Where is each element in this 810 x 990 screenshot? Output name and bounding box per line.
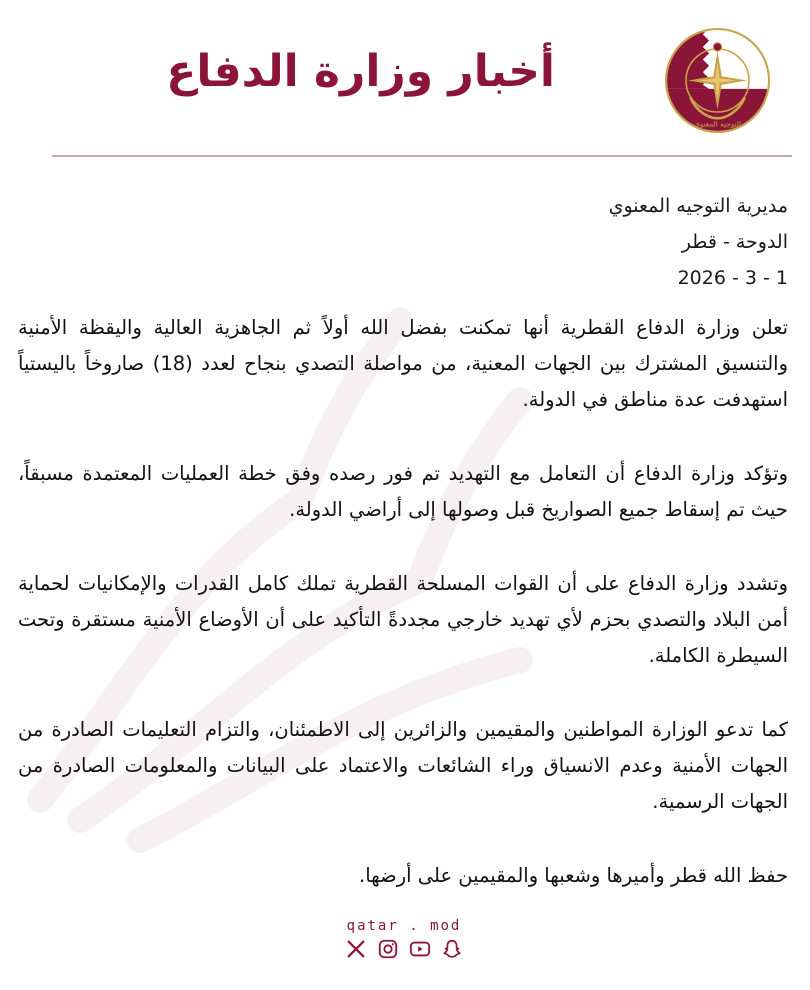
paragraph-1: تعلن وزارة الدفاع القطرية أنها تمكنت بفضل الله أولاً ثم الجاهزية العالية واليقظة الأمنية والتنسيق المشترك بين الجهات المعنية، من مواصلة التصدي بنجاح لعدد (18) صاروخاً باليستياً استهدفت عدة مناطق في الدولة. [18, 316, 788, 411]
x-icon[interactable] [345, 938, 367, 960]
location: الدوحة - قطر [681, 231, 788, 253]
social-handle: qatar . mod [346, 918, 462, 934]
release-date: 2026 - 3 - 1 [677, 267, 788, 289]
paragraph-4: كما تدعو الوزارة المواطنين والمقيمين والزائرين إلى الاطمئنان، والتزام التعليمات الصادرة من الجهات الأمنية وعدم الانسياق وراء الشائعات والاعتماد على البيانات والمعلومات الصادرة من الجهات الرسمية. [18, 718, 788, 813]
qatar-armed-forces-emblem-icon [665, 28, 770, 133]
footer [334, 918, 474, 960]
social-links [334, 938, 474, 960]
page-title: أخبار وزارة الدفاع [166, 46, 555, 97]
closing-line: حفظ الله قطر وأميرها وشعبها والمقيمين على أرضها. [359, 864, 788, 887]
release-meta [609, 188, 788, 296]
youtube-icon[interactable] [409, 938, 431, 960]
emblem-caption: التوجيه المعنوي [693, 119, 742, 129]
department-name: مديرية التوجيه المعنوي [608, 195, 788, 217]
header-divider [52, 155, 792, 157]
header [0, 0, 810, 158]
paragraph-2: وتؤكد وزارة الدفاع أن التعامل مع التهديد تم فور رصده وفق خطة العمليات المعتمدة مسبقاً، حيث تم إسقاط جميع الصواريخ قبل وصولها إلى أراضي الدولة. [18, 462, 788, 521]
snapchat-icon[interactable] [441, 938, 463, 960]
release-body [18, 310, 788, 894]
paragraph-3: وتشدد وزارة الدفاع على أن القوات المسلحة القطرية تملك كامل القدرات والإمكانيات لحماية أمن البلاد والتصدي بحزم لأي تهديد خارجي مجددةً التأكيد على أن الأوضاع الأمنية مستقرة وتحت السيطرة الكاملة. [18, 572, 788, 667]
instagram-icon[interactable] [377, 938, 399, 960]
